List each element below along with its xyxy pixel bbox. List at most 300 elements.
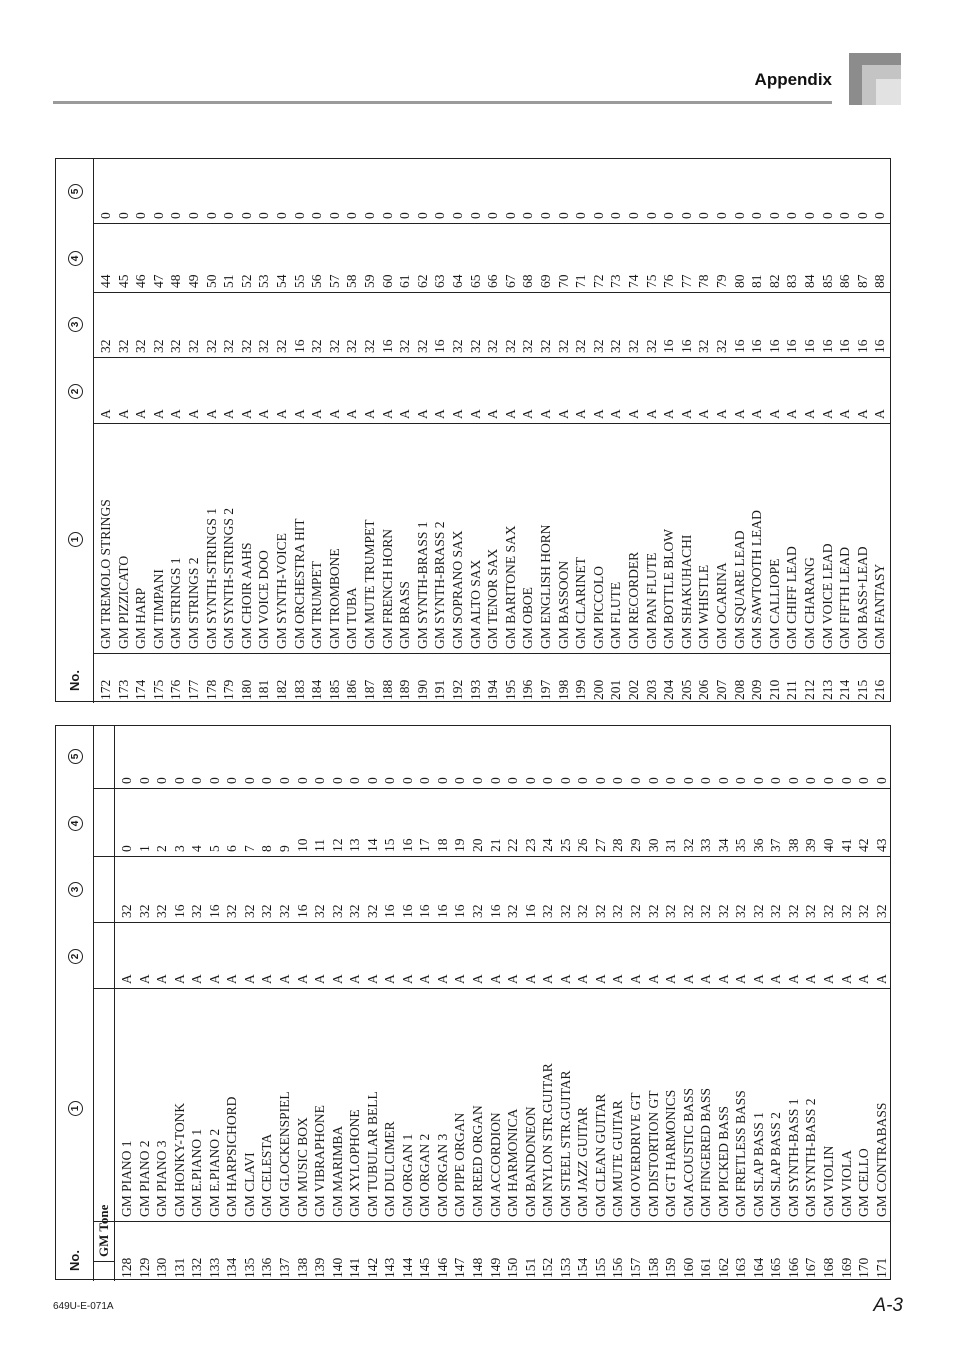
cell-col-2: A [347,974,363,984]
cell-tone-name: GM TREMOLO STRINGS [98,499,113,649]
cell-no: 178 [203,679,219,700]
cell-col-3: 32 [119,904,134,918]
cell-col-5: 0 [590,212,606,219]
cell-no: 210 [766,679,782,700]
header-col-4: 4 [66,816,83,831]
cell-no: 202 [626,679,641,700]
cell-no: 147 [452,1257,468,1278]
cell-col-2: A [399,974,415,984]
cell-col-5: 0 [803,777,819,784]
cell-col-3: 32 [115,339,131,353]
cell-tone-name: GM FANTASY [872,563,888,649]
cell-no: 204 [661,679,677,700]
cell-col-4: 64 [450,274,465,288]
cell-tone-name: GM NYLON STR.GUITAR [540,1063,556,1217]
cell-col-5: 0 [733,777,749,784]
cell-col-4: 21 [487,838,503,852]
cell-col-4: 23 [522,838,538,852]
cell-tone-name: GM BOTTLE BLOW [661,529,677,649]
cell-col-3: 32 [821,904,836,918]
cell-tone-name: GM REED ORGAN [470,1105,485,1217]
cell-tone-name: GM BANDONEON [522,1106,538,1217]
table-row [329,726,347,1279]
cell-col-5: 0 [873,777,889,784]
cell-col-2: A [540,974,556,984]
cell-no: 168 [821,1257,836,1278]
table-row [750,726,768,1279]
table-row [258,726,276,1279]
table-row [343,159,361,701]
table-row [643,159,661,701]
table-row [399,726,417,1279]
cell-col-4: 0 [119,845,134,852]
cell-col-2: A [414,409,430,419]
table-row [625,159,643,701]
cell-col-4: 50 [203,274,219,288]
cell-col-4: 47 [150,274,166,288]
cell-no: 195 [502,679,518,700]
cell-no: 182 [274,679,289,700]
table-row [206,726,224,1279]
cell-col-4: 37 [768,838,784,852]
table-row [97,159,115,701]
cell-col-4: 86 [837,274,853,288]
cell-col-2: A [837,409,853,419]
cell-col-5: 0 [768,777,784,784]
cell-col-5: 0 [555,212,571,219]
table-row [732,726,750,1279]
table-row [379,159,397,701]
cell-no: 188 [379,679,395,700]
cell-no: 154 [575,1257,591,1278]
cell-col-4: 24 [540,838,556,852]
cell-col-4: 29 [627,838,643,852]
cell-col-3: 32 [189,904,205,918]
cell-col-5: 0 [450,212,465,219]
cell-col-2: A [432,409,448,419]
cell-no: 137 [276,1257,292,1278]
cell-col-4: 58 [344,274,360,288]
cell-col-3: 32 [626,339,641,353]
cell-tone-name: GM FRETLESS BASS [733,1090,749,1217]
cell-tone-name: GM CELLO [856,1148,872,1217]
cell-col-5: 0 [98,212,113,219]
cell-col-3: 32 [696,339,712,353]
table-row [590,159,608,701]
cell-col-3: 32 [344,339,360,353]
cell-col-4: 87 [854,274,870,288]
cell-tone-name: GM SYNTH-BRASS 1 [414,521,430,649]
cell-col-3: 32 [538,339,553,353]
table-row [748,159,766,701]
cell-col-4: 73 [608,274,624,288]
cell-col-5: 0 [329,777,345,784]
cell-col-4: 56 [309,274,325,288]
cell-col-5: 0 [872,212,888,219]
cell-col-5: 0 [364,777,380,784]
cell-col-4: 66 [485,274,501,288]
cell-col-5: 0 [203,212,219,219]
cell-col-4: 7 [241,845,257,852]
cell-col-2: A [714,409,729,419]
cell-col-2: A [362,409,377,419]
table-row [785,726,803,1279]
cell-no: 208 [731,679,747,700]
cell-col-5: 0 [434,777,450,784]
cell-col-5: 0 [856,777,872,784]
table-row [820,726,838,1279]
cell-col-4: 6 [224,845,240,852]
cell-col-2: A [750,974,766,984]
cell-no: 142 [364,1257,380,1278]
table-row [451,726,469,1279]
cell-tone-name: GM OBOE [520,587,536,649]
cell-tone-name: GM ORGAN 3 [434,1133,450,1217]
cell-col-5: 0 [399,777,415,784]
table-row [802,726,820,1279]
cell-col-3: 32 [557,904,573,918]
cell-col-5: 0 [452,777,468,784]
table-row [118,726,136,1279]
table-row [381,726,399,1279]
cell-tone-name: GM DISTORTION GT [645,1090,661,1217]
cell-col-4: 42 [856,838,872,852]
cell-col-3: 16 [487,904,503,918]
cell-col-4: 31 [663,838,679,852]
cell-col-2: A [154,974,170,984]
cell-col-5: 0 [274,212,289,219]
cell-col-4: 49 [186,274,201,288]
cell-col-4: 17 [417,838,433,852]
cell-col-3: 16 [452,904,468,918]
cell-col-2: A [522,974,538,984]
cell-col-2: A [733,974,749,984]
cell-col-3: 32 [256,339,272,353]
cell-no: 198 [555,679,571,700]
cell-col-3: 32 [680,904,696,918]
cell-tone-name: GM SYNTH-STRINGS 2 [221,507,237,649]
cell-tone-name: GM CALLIOPE [766,558,782,649]
cell-col-5: 0 [276,777,292,784]
cell-col-5: 0 [326,212,342,219]
cell-tone-name: GM CLEAN GUITAR [592,1093,608,1217]
cell-no: 153 [557,1257,573,1278]
cell-no: 158 [645,1257,661,1278]
cell-col-5: 0 [854,212,870,219]
cell-col-3: 16 [382,904,398,918]
cell-no: 170 [856,1257,872,1278]
cell-col-3: 32 [450,339,465,353]
cell-no: 211 [784,680,800,700]
cell-col-2: A [856,974,872,984]
cell-col-3: 32 [608,339,624,353]
table-row [592,726,610,1279]
cell-col-2: A [608,409,624,419]
cell-col-5: 0 [133,212,149,219]
cell-col-2: A [274,409,289,419]
cell-no: 200 [590,679,606,700]
cell-tone-name: GM TRUMPET [309,561,325,649]
cell-col-4: 83 [784,274,800,288]
cell-col-2: A [329,974,345,984]
cell-tone-name: GM VOICE LEAD [819,543,835,649]
cell-col-3: 16 [434,904,450,918]
cell-col-3: 32 [186,339,201,353]
cell-tone-name: GM GLOCKENSPIEL [276,1091,292,1217]
cell-col-4: 67 [502,274,518,288]
cell-col-5: 0 [522,777,538,784]
cell-tone-name: GM TROMBONE [326,548,342,649]
cell-no: 194 [485,679,501,700]
cell-no: 145 [417,1257,433,1278]
table-row [695,159,713,701]
cell-tone-name: GM TUBA [344,587,360,649]
table-row [522,726,540,1279]
cell-col-5: 0 [766,212,782,219]
cell-col-5: 0 [206,777,222,784]
cell-col-3: 32 [643,339,659,353]
cell-no: 165 [768,1257,784,1278]
cell-col-5: 0 [467,212,483,219]
table-row [449,159,467,701]
cell-col-4: 26 [575,838,591,852]
tone-table-upper [55,158,891,702]
table-row [502,159,520,701]
table-row [836,159,854,701]
table-row [627,726,645,1279]
cell-tone-name: GM SYNTH-VOICE [274,533,289,649]
cell-col-3: 16 [837,339,853,353]
cell-col-4: 69 [538,274,553,288]
cell-col-2: A [326,409,342,419]
cell-col-2: A [312,974,328,984]
cell-tone-name: GM OVERDRIVE GT [627,1092,643,1217]
cell-col-5: 0 [731,212,747,219]
cell-col-2: A [470,974,485,984]
cell-col-2: A [766,409,782,419]
cell-col-2: A [238,409,254,419]
header-no: No. [67,670,82,691]
cell-no: 212 [802,679,817,700]
cell-tone-name: GM SHAKUHACHI [678,534,694,649]
cell-col-2: A [379,409,395,419]
cell-no: 150 [505,1257,521,1278]
table-row [645,726,663,1279]
cell-col-2: A [150,409,166,419]
table-row [731,159,749,701]
cell-no: 138 [294,1257,310,1278]
cell-no: 173 [115,679,131,700]
cell-tone-name: GM SYNTH-BRASS 2 [432,521,448,649]
table-row [609,726,627,1279]
cell-col-2: A [294,974,310,984]
cell-col-5: 0 [256,212,272,219]
cell-col-3: 32 [224,904,240,918]
cell-col-5: 0 [645,777,661,784]
cell-no: 155 [592,1257,608,1278]
cell-tone-name: GM SYNTH-BASS 2 [803,1098,819,1217]
cell-col-3: 32 [168,339,184,353]
cell-tone-name: GM BASSOON [555,560,571,649]
cell-tone-name: GM ORGAN 1 [399,1133,415,1217]
cell-col-3: 16 [206,904,222,918]
table-row [873,726,891,1279]
table-row [276,726,294,1279]
cell-col-3: 16 [731,339,747,353]
table-row [241,726,259,1279]
cell-col-4: 38 [785,838,801,852]
cell-col-5: 0 [643,212,659,219]
cell-col-5: 0 [379,212,395,219]
cell-col-4: 60 [379,274,395,288]
cell-col-5: 0 [626,212,641,219]
cell-tone-name: GM SYNTH-STRINGS 1 [203,507,219,649]
cell-col-2: A [221,409,237,419]
cell-col-5: 0 [186,212,201,219]
cell-col-2: A [627,974,643,984]
table-row [469,726,487,1279]
cell-col-2: A [452,974,468,984]
cell-col-5: 0 [749,212,765,219]
cell-col-2: A [171,974,187,984]
cell-no: 216 [872,679,888,700]
cell-col-4: 55 [291,274,307,288]
cell-col-3: 32 [467,339,483,353]
table-row [414,159,432,701]
cell-col-3: 32 [397,339,413,353]
cell-col-2: A [610,974,626,984]
cell-tone-name: GM ORGAN 2 [417,1133,433,1217]
cell-col-5: 0 [154,777,170,784]
cell-col-4: 54 [274,274,289,288]
table-row [431,159,449,701]
cell-col-5: 0 [663,777,679,784]
table-row [557,726,575,1279]
cell-no: 130 [154,1257,170,1278]
table-row [660,159,678,701]
cell-col-3: 32 [364,904,380,918]
cell-col-3: 32 [750,904,766,918]
table-row [572,159,590,701]
cell-tone-name: GM ORCHESTRA HIT [291,518,307,649]
cell-col-3: 16 [432,339,448,353]
cell-col-3: 32 [259,904,275,918]
cell-col-2: A [873,974,889,984]
table-row [203,159,221,701]
cell-no: 159 [663,1257,679,1278]
cell-col-5: 0 [119,777,134,784]
cell-col-4: 3 [171,845,187,852]
cell-no: 133 [206,1257,222,1278]
cell-tone-name: GM PIPE ORGAN [452,1112,468,1217]
page-number: A-3 [873,1295,903,1316]
table-row [819,159,837,701]
cell-col-5: 0 [189,777,205,784]
cell-tone-name: GM PICKED BASS [715,1105,731,1217]
cell-no: 146 [434,1257,450,1278]
cell-col-5: 0 [309,212,325,219]
cell-col-2: A [663,974,679,984]
cell-col-2: A [785,974,801,984]
cell-no: 149 [487,1257,503,1278]
cell-col-5: 0 [592,777,608,784]
cell-col-4: 75 [643,274,659,288]
cell-col-5: 0 [417,777,433,784]
cell-col-5: 0 [171,777,187,784]
cell-col-3: 32 [520,339,536,353]
cell-col-4: 80 [731,274,747,288]
cell-col-2: A [821,974,836,984]
cell-no: 161 [698,1257,714,1278]
cell-col-2: A [520,409,536,419]
cell-col-5: 0 [259,777,275,784]
cell-col-2: A [203,409,219,419]
cell-col-3: 32 [645,904,661,918]
cell-col-3: 32 [98,339,113,353]
cell-col-4: 28 [610,838,626,852]
cell-col-4: 63 [432,274,448,288]
cell-tone-name: GM TIMPANI [150,569,166,649]
cell-no: 174 [133,679,149,700]
cell-col-5: 0 [698,777,714,784]
cell-no: 157 [627,1257,643,1278]
cell-col-5: 0 [485,212,501,219]
cell-tone-name: GM SLAP BASS 1 [750,1112,766,1217]
cell-col-2: A [592,974,608,984]
cell-col-2: A [189,974,205,984]
table-row [291,159,309,701]
cell-no: 196 [520,679,536,700]
table-row [311,726,329,1279]
cell-col-4: 88 [872,274,888,288]
cell-col-3: 32 [768,904,784,918]
cell-col-5: 0 [838,777,854,784]
cell-col-3: 16 [819,339,835,353]
cell-tone-name: GM FIFTH LEAD [837,546,853,649]
cell-col-4: 18 [434,838,450,852]
cell-tone-name: GM PIANO 1 [119,1140,134,1217]
cell-col-3: 32 [505,904,521,918]
cell-col-3: 32 [610,904,626,918]
cell-col-2: A [645,974,661,984]
cell-col-5: 0 [397,212,413,219]
table-row [115,159,133,701]
table-row [767,726,785,1279]
cell-no: 185 [326,679,342,700]
cell-col-2: A [434,974,450,984]
table-row [697,726,715,1279]
cell-col-2: A [872,409,888,419]
cell-tone-name: GM CHIFF LEAD [784,546,800,649]
cell-tone-name: GM BRASS [397,581,413,649]
cell-col-3: 32 [555,339,571,353]
table-row [838,726,856,1279]
table-row [361,159,379,701]
table-row [294,726,312,1279]
gm-tone-label: GM Tone [96,1204,111,1257]
cell-col-4: 20 [470,838,485,852]
cell-tone-name: GM STRINGS 1 [168,557,184,649]
cell-col-3: 32 [592,904,608,918]
cell-no: 190 [414,679,430,700]
cell-col-2: A [309,409,325,419]
cell-col-4: 79 [714,274,729,288]
table-row [416,726,434,1279]
cell-col-2: A [119,974,134,984]
cell-col-4: 78 [696,274,712,288]
cell-tone-name: GM CELESTA [259,1133,275,1217]
cell-col-4: 25 [557,838,573,852]
